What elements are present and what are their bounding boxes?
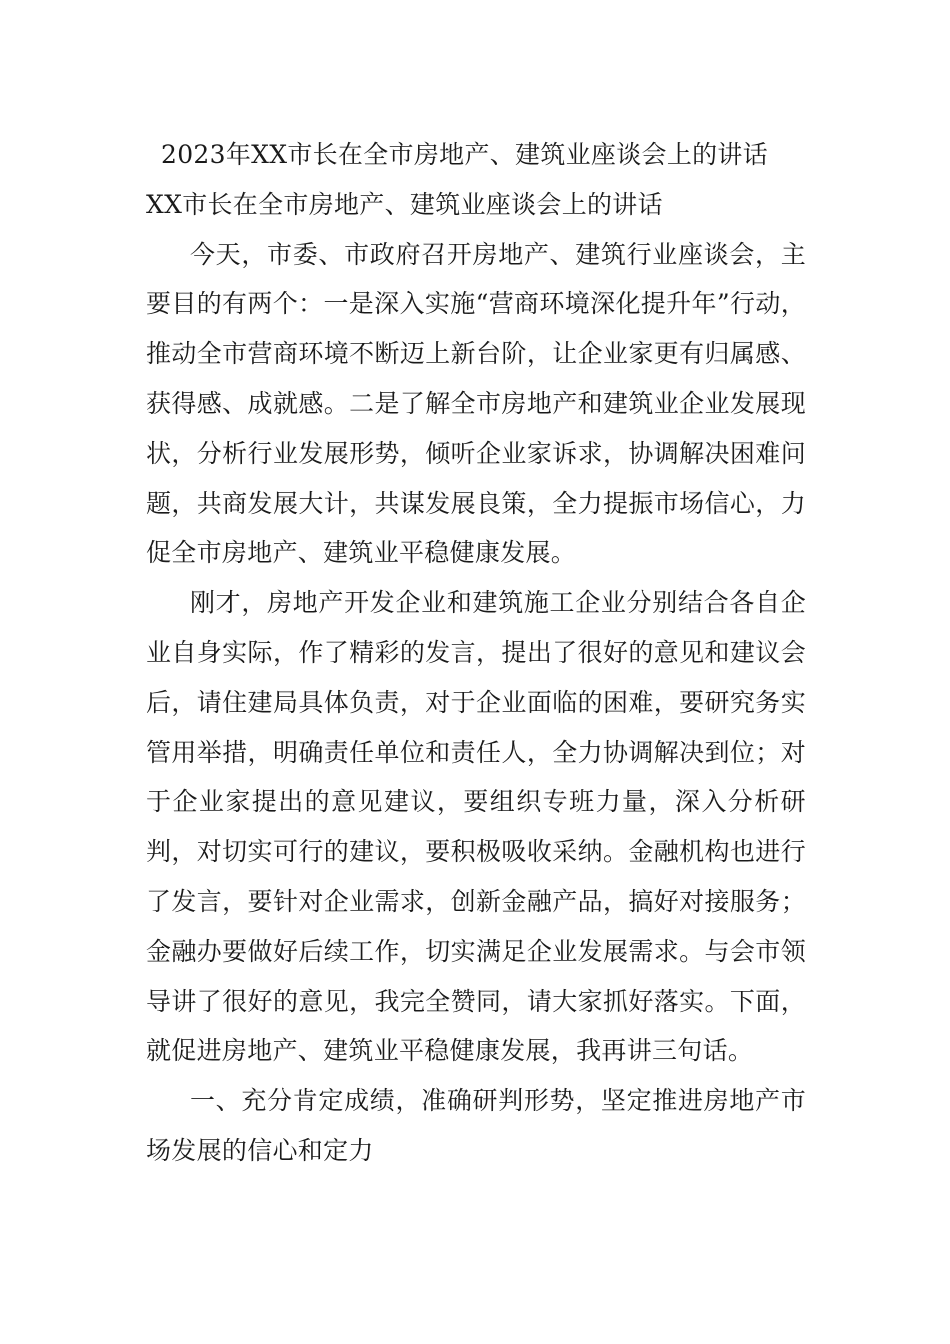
document-body <box>146 130 806 1176</box>
paragraph-feedback: 刚才，房地产开发企业和建筑施工企业分别结合各自企业自身实际，作了精彩的发言，提出了很好的意见和建议会后，请住建局具体负责，对于企业面临的困难，要研究务实管用举措，明确责任单位和责任人，全力协调解决到位；对于企业家提出的意见建议，要组织专班力量，深入分析研判，对切实可行的建议，要积极吸收采纳。金融机构也进行了发言，要针对企业需求，创新金融产品，搞好对接服务；金融办要做好后续工作，切实满足企业发展需求。与会市领导讲了很好的意见，我完全赞同，请大家抓好落实。下面，就促进房地产、建筑业平稳健康发展，我再讲三句话。 <box>146 588 806 1066</box>
paragraph-intro: 今天，市委、市政府召开房地产、建筑行业座谈会，主要目的有两个：一是深入实施“营商环境深化提升年”行动，推动全市营商环境不断迈上新台阶，让企业家更有归属感、获得感、成就感。二是了解全市房地产和建筑业企业发展现状，分析行业发展形势，倾听企业家诉求，协调解决困难问题，共商发展大计，共谋发展良策，全力提振市场信心，力促全市房地产、建筑业平稳健康发展。 <box>146 239 806 568</box>
document-title: 2023年XX市长在全市房地产、建筑业座谈会上的讲话 <box>161 140 769 169</box>
section-heading-one: 一、充分肯定成绩，准确研判形势，坚定推进房地产市场发展的信心和定力 <box>146 1086 806 1165</box>
document-subtitle: XX市长在全市房地产、建筑业座谈会上的讲话 <box>146 189 663 219</box>
